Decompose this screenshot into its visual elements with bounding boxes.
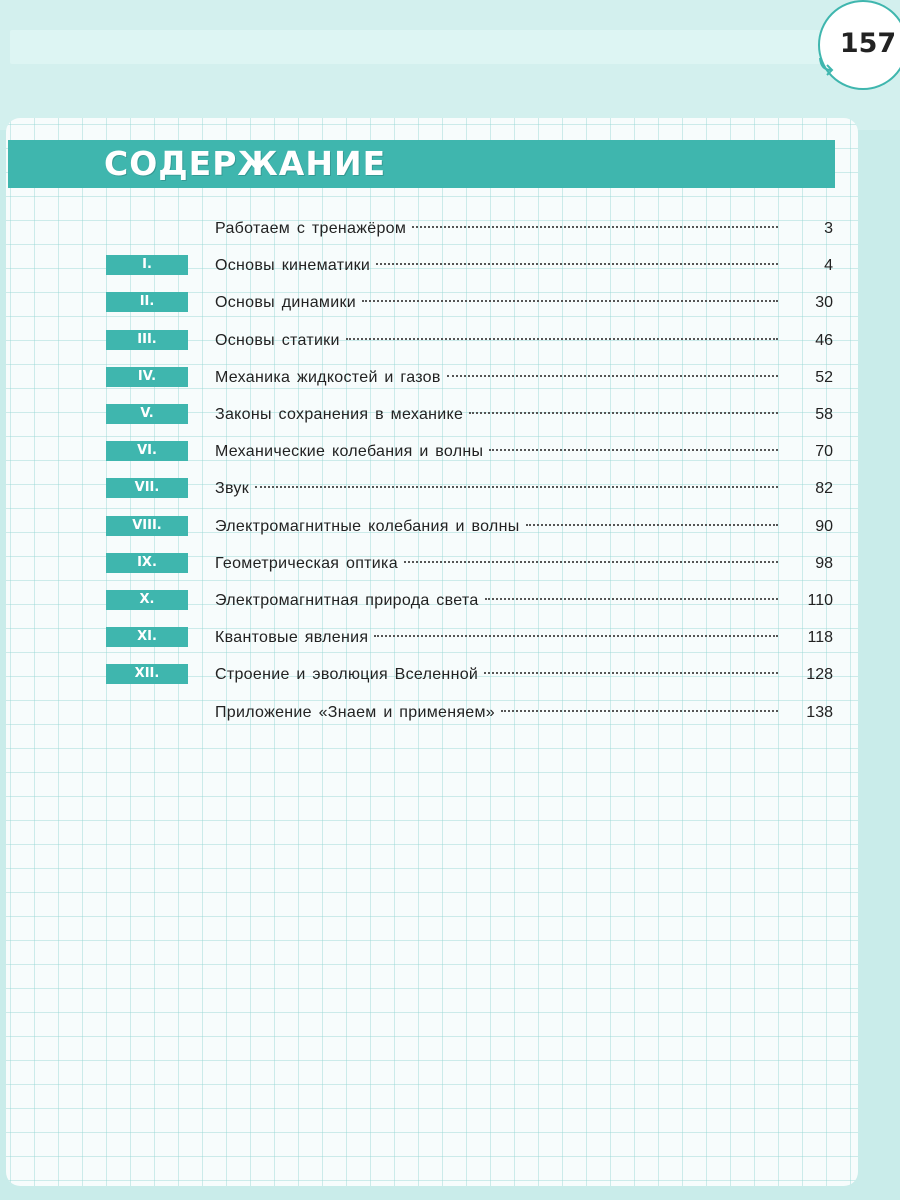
chapter-number-badge: I. [106,255,188,275]
toc-entry [0,698,900,728]
toc-entry-page-number: 138 [806,704,833,721]
toc-entry-line [215,437,778,467]
toc-entry-page-number: 46 [815,332,833,349]
toc-entry-line [215,214,778,244]
page-number: 157 [839,28,897,59]
chapter-number-badge: V. [106,404,188,424]
chapter-number-badge: VIII. [106,516,188,536]
toc-entry-title: Законы сохранения в механике [215,406,464,423]
toc-entry [0,400,900,430]
dot-leader [346,338,778,340]
toc-entry-title: Квантовые явления [215,629,369,646]
toc-entry [0,251,900,281]
chapter-number-badge: II. [106,292,188,312]
dot-leader [404,561,778,563]
dot-leader [526,524,778,526]
toc-entry [0,474,900,504]
toc-entry-line [215,549,778,579]
toc-entry-page-number: 52 [815,369,833,386]
chapter-number-badge: X. [106,590,188,610]
dot-leader [485,598,778,600]
toc-entry-page-number: 82 [815,480,833,497]
dot-leader [501,710,778,712]
toc-entry-page-number: 3 [824,220,833,237]
chapter-number-badge: XI. [106,627,188,647]
dot-leader [489,449,778,451]
toc-entry-line [215,698,778,728]
toc-entry-title: Работаем с тренажёром [215,220,407,237]
chapter-number-badge: III. [106,330,188,350]
chapter-number-badge: VI. [106,441,188,461]
toc-entry-line [215,586,778,616]
toc-entry [0,660,900,690]
toc-entry [0,437,900,467]
toc-entry-line [215,623,778,653]
toc-entry-title: Механика жидкостей и газов [215,369,441,386]
toc-entry [0,623,900,653]
toc-entry-line [215,326,778,356]
toc-entry-title: Геометрическая оптика [215,555,398,572]
toc-entry-page-number: 4 [824,257,833,274]
chapter-number-badge: VII. [106,478,188,498]
chapter-number-badge: IX. [106,553,188,573]
toc-entry-title: Приложение «Знаем и применяем» [215,704,496,721]
toc-entry-page-number: 110 [807,592,833,609]
toc-entry-page-number: 58 [815,406,833,423]
toc-entry-title: Электромагнитная природа света [215,592,479,609]
toc-entry [0,512,900,542]
dot-leader [469,412,778,414]
toc-entry-page-number: 30 [815,294,833,311]
toc-entry-line [215,251,778,281]
dot-leader [412,226,778,228]
toc-entry-line [215,363,778,393]
chapter-number-badge: XII. [106,664,188,684]
chapter-number-badge: IV. [106,367,188,387]
toc-entry [0,363,900,393]
toc-entry-line [215,660,778,690]
dot-leader [362,300,778,302]
dot-leader [376,263,778,265]
toc-entry-page-number: 98 [815,555,833,572]
toc-entry-title: Механические колебания и волны [215,443,484,460]
toc-entry-title: Электромагнитные колебания и волны [215,518,520,535]
toc-entry-line [215,400,778,430]
dot-leader [447,375,778,377]
page-title: СОДЕРЖАНИЕ [104,144,387,183]
toc-entry-title: Основы динамики [215,294,357,311]
toc-entry [0,326,900,356]
toc-entry-title: Звук [215,480,250,497]
toc-entry-line [215,512,778,542]
toc-entry [0,214,900,244]
toc-entry-page-number: 70 [815,443,833,460]
toc-entry [0,288,900,318]
toc-entry-title: Основы статики [215,332,340,349]
toc-entry-page-number: 128 [806,666,833,683]
dot-leader [374,635,778,637]
toc-entry-title: Строение и эволюция Вселенной [215,666,479,683]
toc-entry [0,586,900,616]
dot-leader [484,672,778,674]
toc-entry [0,549,900,579]
dot-leader [255,486,778,488]
toc-entry-title: Основы кинематики [215,257,371,274]
toc-entry-line [215,474,778,504]
toc-entry-page-number: 118 [807,629,833,646]
toc-entry-page-number: 90 [815,518,833,535]
toc-entry-line [215,288,778,318]
